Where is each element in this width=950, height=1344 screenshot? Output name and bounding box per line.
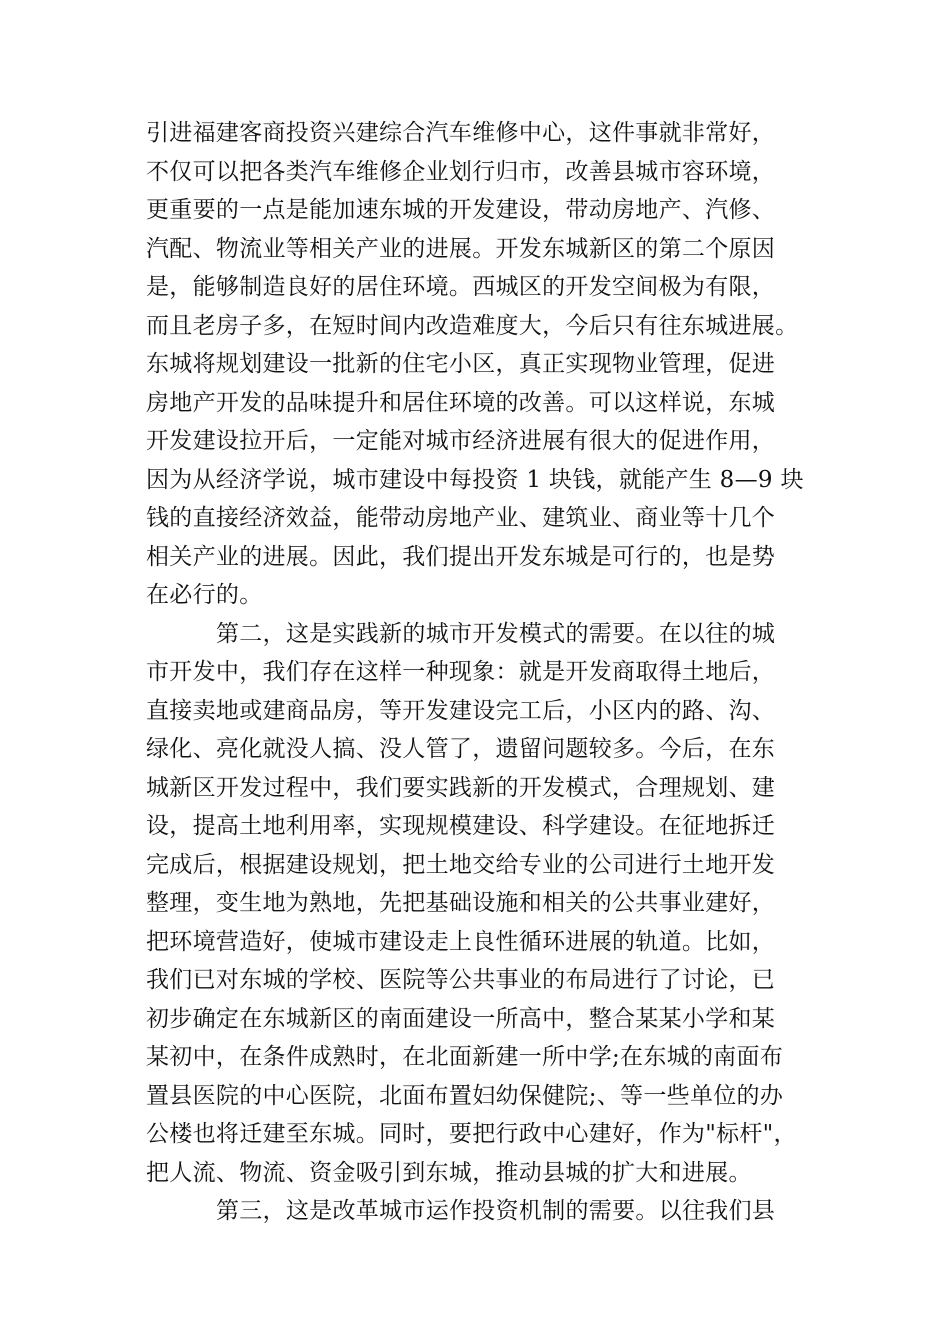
- text-line: 设，提高土地利用率，实现规模建设、科学建设。在征地拆迁: [146, 813, 776, 839]
- text-line: 汽配、物流业等相关产业的进展。开发东城新区的第二个原因: [146, 235, 776, 262]
- text-line: 相关产业的进展。因此，我们提出开发东城是可行的，也是势: [146, 543, 776, 570]
- text-line: 更重要的一点是能加速东城的开发建设，带动房地产、汽修、: [146, 197, 776, 223]
- text-line: 不仅可以把各类汽车维修企业划行归市，改善县城市容环境，: [146, 158, 776, 185]
- text-line: 把环境营造好，使城市建设走上良性循环进展的轨道。比如，: [146, 928, 776, 955]
- text-line: 置县医院的中心医院，北面布置妇幼保健院;、等一些单位的办: [146, 1082, 784, 1109]
- text-line: 引进福建客商投资兴建综合汽车维修中心，这件事就非常好，: [146, 120, 776, 146]
- text-line: 在必行的。: [146, 582, 263, 608]
- text-line: 某初中，在条件成熟时，在北面新建一所中学;在东城的南面布: [146, 1044, 784, 1070]
- text-line: 完成后，根据建设规划，把土地交给专业的公司进行土地开发: [146, 851, 776, 878]
- text-line: 东城将规划建设一批新的住宅小区，真正实现物业管理，促进: [146, 351, 776, 377]
- document-body: [146, 114, 806, 1231]
- text-line: 而且老房子多，在短时间内改造难度大，今后只有往东城进展。: [146, 312, 799, 339]
- text-line: 绿化、亮化就没人搞、没人管了，遗留问题较多。今后，在东: [146, 736, 776, 762]
- text-line: 直接卖地或建商品房，等开发建设完工后，小区内的路、沟、: [146, 697, 776, 724]
- text-line: 房地产开发的品味提升和居住环境的改善。可以这样说，东城: [146, 389, 776, 416]
- text-line: 初步确定在东城新区的南面建设一所高中，整合某某小学和某: [146, 1005, 776, 1032]
- text-line: 市开发中，我们存在这样一种现象：就是开发商取得土地后，: [146, 659, 776, 685]
- text-line: 公楼也将迁建至东城。同时，要把行政中心建好，作为"标杆"，: [146, 1121, 797, 1147]
- text-line: 城新区开发过程中，我们要实践新的开发模式，合理规划、建: [146, 774, 776, 801]
- text-line: 是，能够制造良好的居住环境。西城区的开发空间极为有限，: [146, 274, 776, 300]
- paragraph: [146, 615, 806, 1193]
- text-line: 整理，变生地为熟地，先把基础设施和相关的公共事业建好，: [146, 890, 776, 916]
- text-line: 我们已对东城的学校、医院等公共事业的布局进行了讨论，已: [146, 967, 776, 993]
- text-line: 把人流、物流、资金吸引到东城，推动县城的扩大和进展。: [146, 1159, 752, 1186]
- text-line: 因为从经济学说，城市建设中每投资 1 块钱，就能产生 8—9 块: [146, 466, 804, 493]
- paragraph: [146, 114, 806, 615]
- text-line: 第二，这是实践新的城市开发模式的需要。在以往的城: [216, 620, 776, 647]
- text-line: 开发建设拉开后，一定能对城市经济进展有很大的促进作用，: [146, 428, 776, 454]
- text-line: 钱的直接经济效益，能带动房地产业、建筑业、商业等十几个: [146, 505, 776, 531]
- paragraph: [146, 1192, 806, 1231]
- text-line: 第三，这是改革城市运作投资机制的需要。以往我们县: [216, 1198, 776, 1224]
